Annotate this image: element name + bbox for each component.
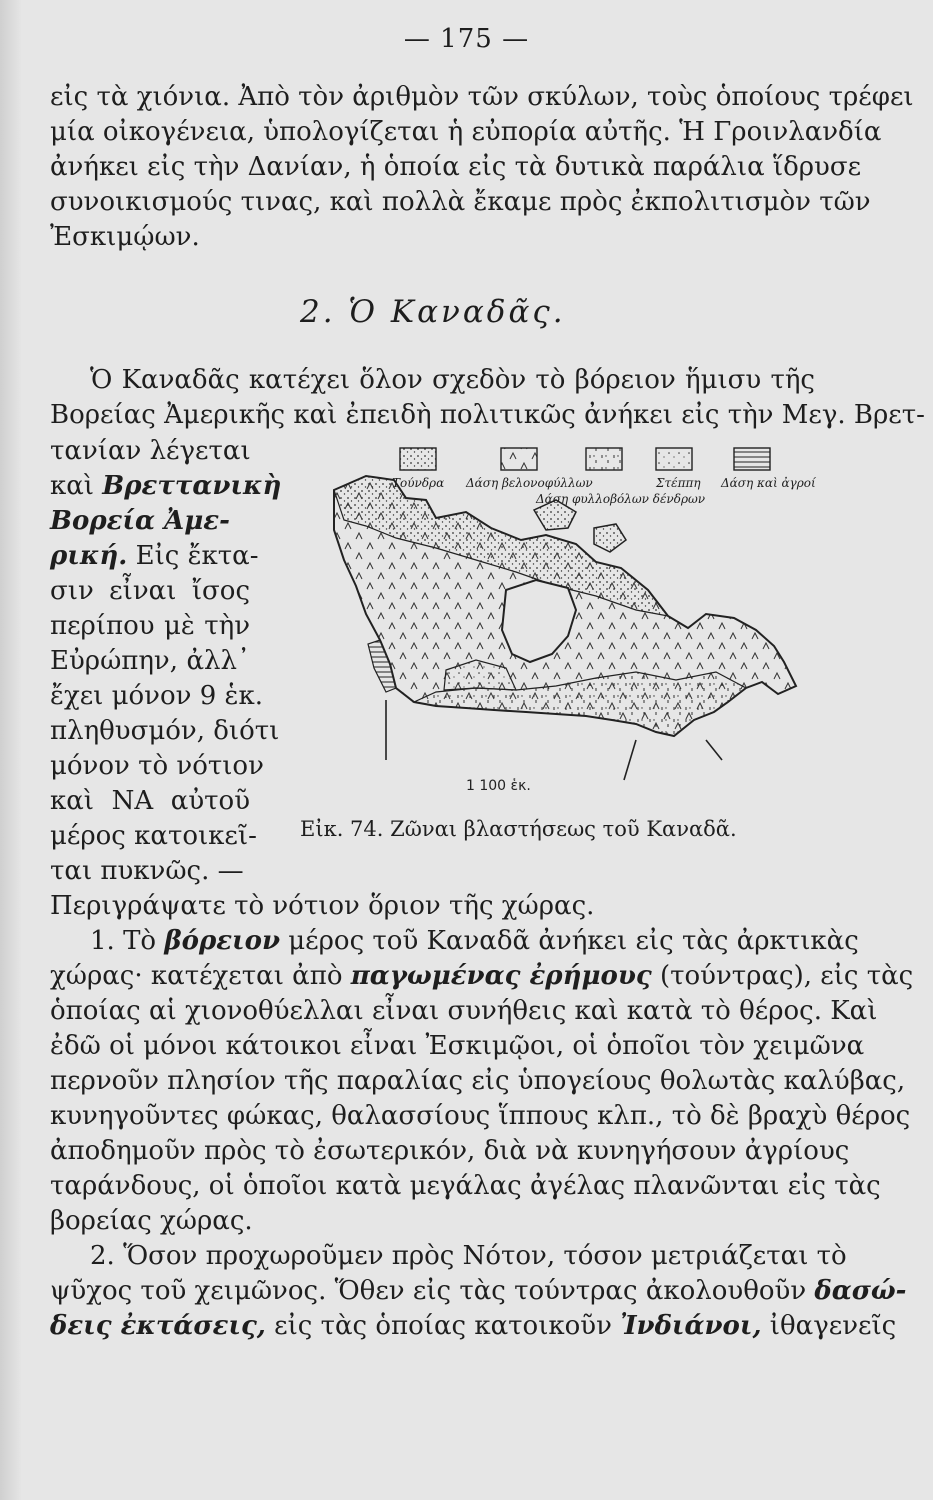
legend-label: Δάση φυλλοβόλων δένδρων — [536, 492, 706, 506]
legend-label: Δάση καὶ ἀγροί — [721, 476, 816, 490]
legend-label: Τούνδρα — [392, 476, 445, 490]
text-line: ἐδῶ οἱ μόνοι κάτοικοι εἶναι Ἐσκιμῷοι, οἱ ὁποῖοι τὸν χειμῶνα — [50, 1031, 865, 1061]
legend-swatch-forest-fields — [734, 448, 770, 470]
text-line: Βορείας Ἀμερικῆς καὶ ἐπειδὴ πολιτικῶς ἀνήκει εἰς τὴν Μεγ. Βρετ- — [50, 400, 925, 430]
bold-term: παγωμένας ἐρήμους — [350, 961, 652, 991]
map-border-line — [624, 740, 636, 780]
text-line: Εὐρώπην, ἀλλ᾿ — [50, 646, 250, 676]
bold-term: Ἰνδιάνοι, — [620, 1311, 762, 1341]
text-line: δεις ἐκτάσεις, εἰς τὰς ὁποίας κατοικοῦν Ἰνδιάνοι, ἰθαγενεῖς — [50, 1311, 897, 1341]
text-line: ταράνδους, οἱ ὁποῖοι κατὰ μεγάλας ἀγέλας πλανῶνται εἰς τὰς — [50, 1171, 881, 1201]
bold-term: δασώ- — [814, 1276, 907, 1306]
text-line: ἀνήκει εἰς τὴν Δανίαν, ἡ ὁποία εἰς τὰ δυτικὰ παράλια ἵδρυσε — [50, 152, 862, 182]
text-line: ψῦχος τοῦ χειμῶνος. Ὅθεν εἰς τὰς τούντρας ἀκολουθοῦν δασώ- — [50, 1276, 907, 1306]
figure-caption: Εἰκ. 74. Ζῶναι βλαστήσεως τοῦ Καναδᾶ. — [300, 817, 737, 841]
text-line: 1. Τὸ βόρειον μέρος τοῦ Καναδᾶ ἀνήκει εἰς τὰς ἀρκτικὰς — [90, 926, 859, 956]
section-heading: 2. Ὁ Καναδᾶς. — [300, 294, 566, 330]
text-line: κυνηγοῦντες φώκας, θαλασσίους ἵππους κλπ., τὸ δὲ βραχὺ θέρος — [50, 1101, 911, 1131]
map-scale: 1 100 ἑκ. — [466, 778, 531, 794]
text-line: μέρος κατοικεῖ- — [50, 821, 257, 851]
text-line: ἀποδημοῦν πρὸς τὸ ἐσωτερικόν, διὰ νὰ κυνηγήσουν ἀγρίους — [50, 1136, 850, 1166]
text-line: ρική. Εἰς ἔκτα- — [50, 541, 259, 571]
text-line: ται πυκνῶς. — — [50, 856, 244, 886]
text-line: καὶ Βρεττανικὴ — [50, 471, 282, 501]
text-line: περίπου μὲ τὴν — [50, 611, 250, 641]
text-line: βορείας χώρας. — [50, 1206, 253, 1236]
text-line: μόνον τὸ νότιον — [50, 751, 264, 781]
text-line — [50, 506, 230, 536]
legend-label: Στέππη — [656, 476, 701, 490]
text-line: περνοῦν πλησίον τῆς παραλίας εἰς ὑπογείους θολωτὰς καλύβας, — [50, 1066, 906, 1096]
map-border-line — [706, 740, 722, 760]
text-line: τανίαν λέγεται — [50, 436, 251, 466]
text-line: καὶ ΝΑ αὐτοῦ — [50, 786, 250, 816]
map-island — [594, 524, 626, 552]
bold-term: Βορεία Ἀμε- — [50, 506, 230, 536]
legend-swatch-conifer — [501, 448, 537, 470]
text-line: ὁποίας αἱ χιονοθύελλαι εἶναι συνήθεις καὶ κατὰ τὸ θέρος. Καὶ — [50, 996, 878, 1026]
page-number: — 175 — — [403, 24, 530, 54]
legend-label: Δάση βελονοφύλλων — [466, 476, 593, 490]
bold-term: βόρειον — [164, 926, 281, 956]
text-line: Ἐσκιμῴων. — [50, 222, 200, 252]
text-line: πληθυσμόν, διότι — [50, 716, 280, 746]
vegetation-map-figure — [276, 440, 836, 800]
legend-swatch-steppe — [656, 448, 692, 470]
text-line: μία οἰκογένεια, ὑπολογίζεται ἡ εὐπορία αὐτῆς. Ἡ Γροινλανδία — [50, 117, 882, 147]
bold-term: Βρεττανικὴ — [102, 471, 282, 501]
text-line: Περιγράψατε τὸ νότιον ὅριον τῆς χώρας. — [50, 891, 595, 921]
text-line: συνοικισμούς τινας, καὶ πολλὰ ἔκαμε πρὸς ἐκπολιτισμὸν τῶν — [50, 187, 871, 217]
text-line: 2. Ὅσον προχωροῦμεν πρὸς Νότον, τόσον μετριάζεται τὸ — [90, 1241, 847, 1271]
text-line: Ὁ Καναδᾶς κατέχει ὅλον σχεδὸν τὸ βόρειον ἥμισυ τῆς — [90, 365, 815, 395]
legend-swatch-deciduous — [586, 448, 622, 470]
legend-swatch-tundra — [400, 448, 436, 470]
text-line: ἔχει μόνον 9 ἑκ. — [50, 681, 263, 711]
bold-term: ρική. — [50, 541, 128, 571]
page-edge-shadow — [0, 0, 22, 1500]
text-line: εἰς τὰ χιόνια. Ἀπὸ τὸν ἀριθμὸν τῶν σκύλων, τοὺς ὁποίους τρέφει — [50, 82, 914, 112]
bold-term: δεις ἐκτάσεις, — [50, 1311, 266, 1341]
text-line: σιν εἶναι ἴσος — [50, 576, 250, 606]
text-line: χώρας· κατέχεται ἀπὸ παγωμένας ἐρήμους (τούντρας), εἰς τὰς — [50, 961, 914, 991]
